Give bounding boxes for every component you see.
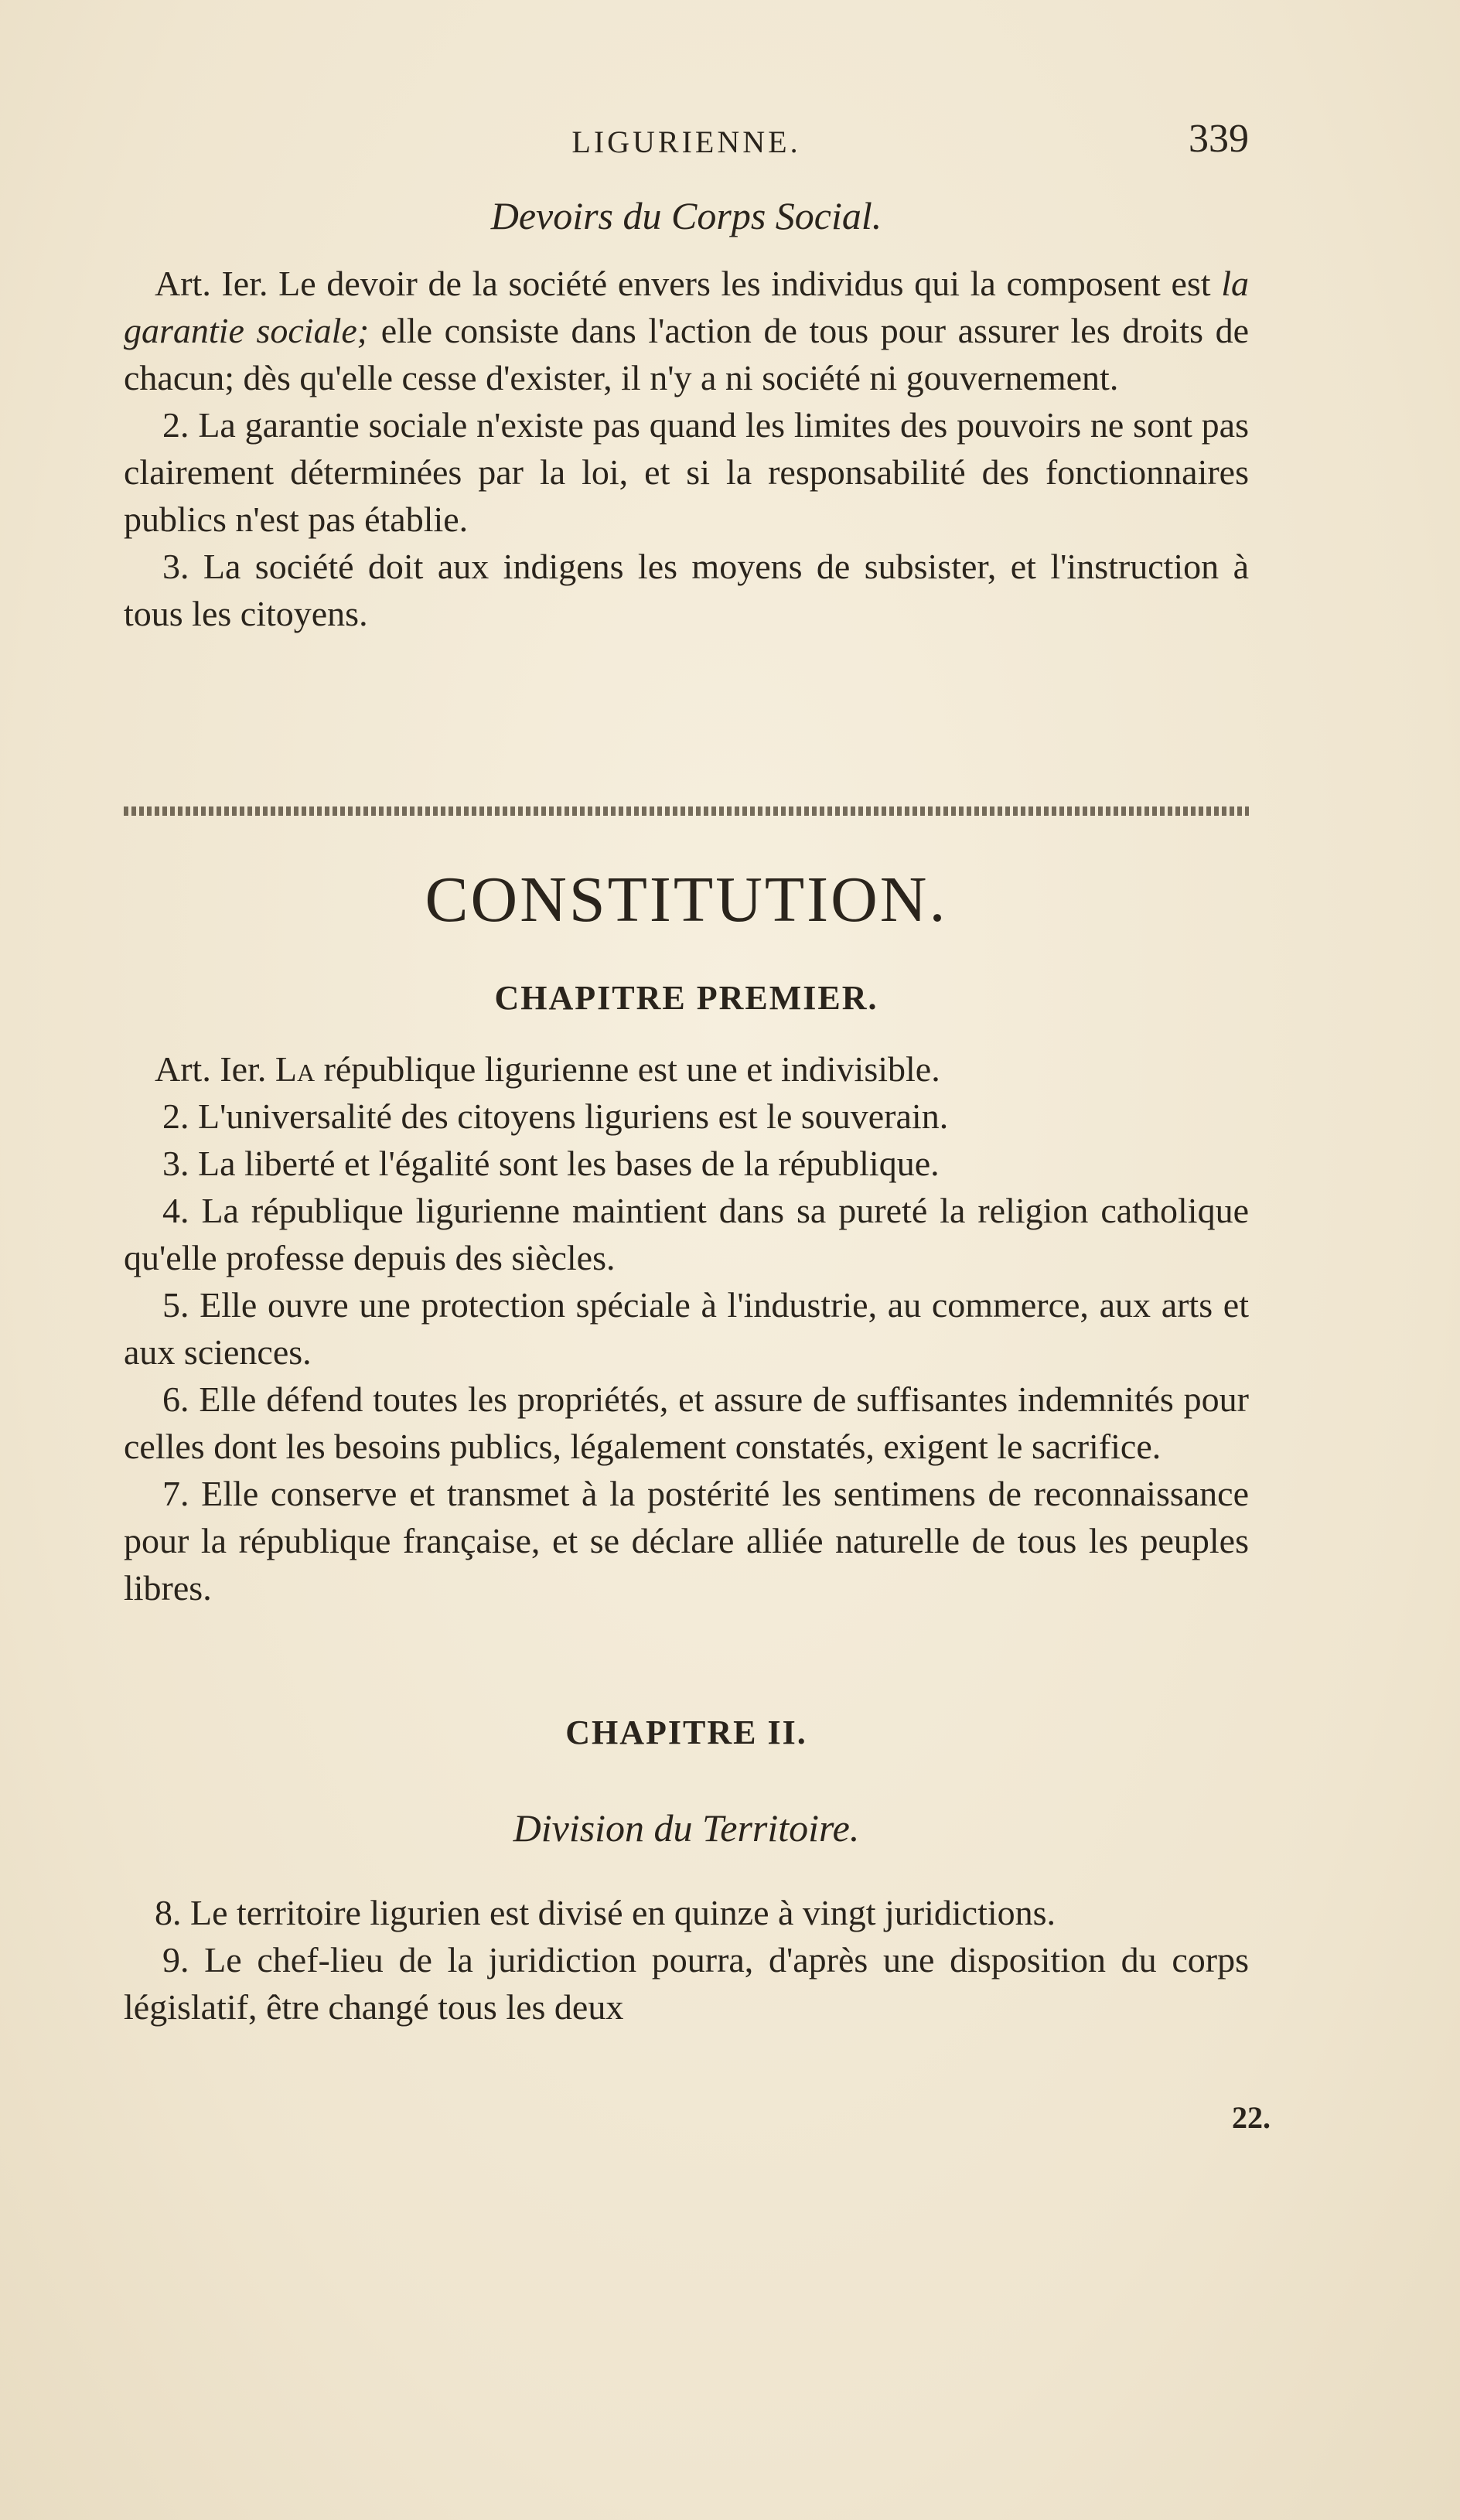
chapter-1-heading: CHAPITRE PREMIER. <box>494 979 878 1017</box>
article-text: Le devoir de la société envers les individus qui la composent est <box>268 264 1222 303</box>
article-label: 3. <box>162 1144 189 1183</box>
article-label: 5. <box>162 1285 189 1325</box>
article-text: La société doit aux indigens les moyens de subsister, et l'instruction à tous les citoyens. <box>124 547 1249 633</box>
section-duties <box>124 193 1249 637</box>
const-article-7 <box>124 1470 1249 1611</box>
const-article-2 <box>124 1093 1249 1140</box>
article-label: 7. <box>162 1474 189 1513</box>
article-label: 2. <box>162 1096 189 1136</box>
ornamental-rule <box>124 806 1249 816</box>
article-text: L'universalité des citoyens liguriens est le souverain. <box>189 1096 949 1136</box>
article-label: Art. Ier. <box>155 264 268 303</box>
constitution-title: CONSTITUTION. <box>425 864 948 936</box>
article-label: 3. <box>162 547 189 586</box>
const-article-1 <box>124 1045 1249 1093</box>
const-article-9 <box>124 1936 1249 2031</box>
const-article-4 <box>124 1187 1249 1281</box>
chapter-2-articles <box>124 1889 1249 2031</box>
article-text: Elle ouvre une protection spéciale à l'industrie, au commerce, aux arts et aux sciences. <box>124 1285 1249 1372</box>
running-title: LIGURIENNE. <box>571 124 801 159</box>
page-header <box>124 116 1249 162</box>
article-text: Elle défend toutes les propriétés, et assure de suffisantes indemnités pour celles dont les besoins publics, légalement constatés, exigent le sacrifice. <box>124 1379 1249 1466</box>
article-text: Elle conserve et transmet à la postérité les sentimens de reconnaissance pour la république française, et se déclare alliée naturelle de tous les peuples libres. <box>124 1474 1249 1608</box>
article-lead: La <box>275 1049 316 1089</box>
article-label: Art. Ier. <box>155 1049 267 1089</box>
const-article-3 <box>124 1140 1249 1187</box>
const-article-8 <box>124 1889 1249 1936</box>
article-label: 6. <box>162 1379 189 1419</box>
article-label: 9. <box>162 1940 189 1980</box>
signature-mark: 22. <box>1232 2100 1271 2135</box>
article-text: La garantie sociale n'existe pas quand les limites des pouvoirs ne sont pas clairement déterminées par la loi, et si la responsabilité des fonctionnaires publics n'est pas établie. <box>124 405 1249 539</box>
article-1 <box>124 260 1249 401</box>
chapter-1-articles <box>124 1045 1249 1611</box>
article-text: Le territoire ligurien est divisé en quinze à vingt juridictions. <box>181 1893 1056 1932</box>
article-text: république ligurienne est une et indivisible. <box>315 1049 940 1089</box>
article-text: La liberté et l'égalité sont les bases de la république. <box>189 1144 940 1183</box>
article-italic: la garantie sociale; <box>124 264 1249 350</box>
article-3 <box>124 543 1249 637</box>
article-text: La république ligurienne maintient dans sa pureté la religion catholique qu'elle professe depuis des siècles. <box>124 1191 1249 1277</box>
article-2 <box>124 401 1249 543</box>
article-label: 4. <box>162 1191 189 1230</box>
const-article-5 <box>124 1281 1249 1376</box>
article-label: 8. <box>155 1893 182 1932</box>
article-text: Le chef-lieu de la juridiction pourra, d'après une disposition du corps législatif, être changé tous les deux <box>124 1940 1249 2027</box>
article-label: 2. <box>162 405 189 445</box>
chapter-2-heading: CHAPITRE II. <box>565 1714 807 1751</box>
page-number: 339 <box>1189 117 1249 161</box>
section-title: Devoirs du Corps Social. <box>490 194 882 237</box>
const-article-6 <box>124 1376 1249 1470</box>
article-text: elle consiste dans l'action de tous pour assurer les droits de chacun; dès qu'elle cesse d'exister, il n'y a ni société ni gouvernement. <box>124 311 1249 397</box>
chapter-2-subtitle: Division du Territoire. <box>513 1806 860 1850</box>
